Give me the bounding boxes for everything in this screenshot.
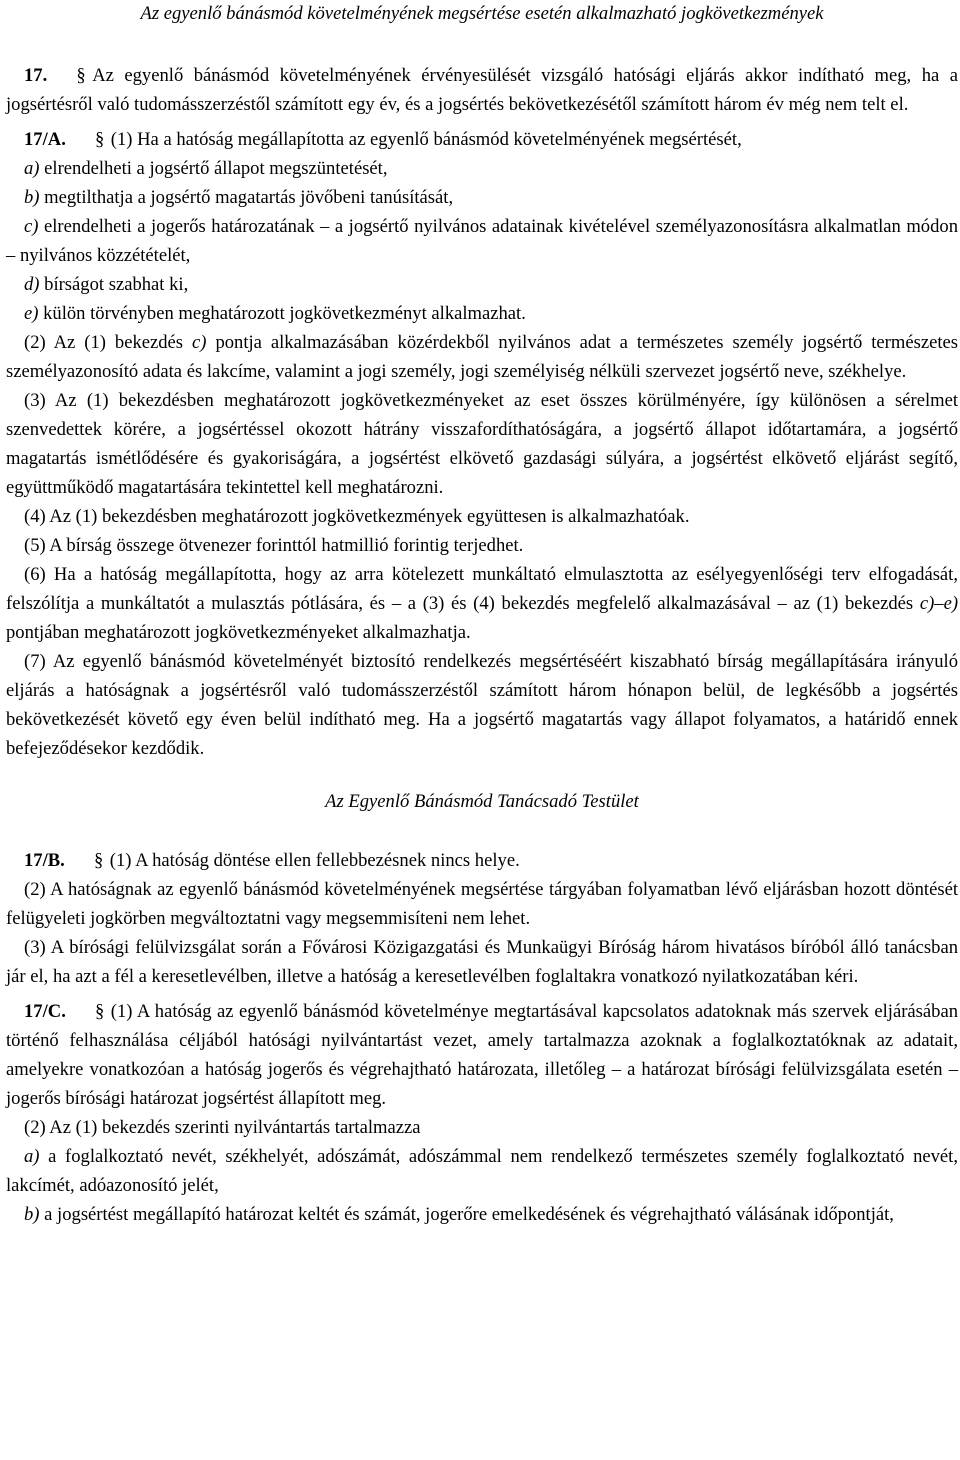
point-text: a foglalkoztató nevét, székhelyét, adószámát, adószámmal nem rendelkező természetes személy foglalkoztató nevét, lakcímét, adóazonosító jelét, xyxy=(6,1146,958,1196)
subsection-2: (2) Az (1) bekezdés szerinti nyilvántartás tartalmazza xyxy=(24,1117,421,1138)
section-number: 17. xyxy=(24,65,48,86)
subsection-text: pontjában meghatározott jogkövetkezményeket alkalmazhatja. xyxy=(6,622,471,643)
section-17 xyxy=(6,61,958,119)
section-17a-intro xyxy=(6,125,958,154)
document-page xyxy=(6,0,958,1229)
point-b xyxy=(6,1200,958,1229)
section-17c-intro xyxy=(6,997,958,1113)
point-label: a) xyxy=(24,1146,40,1167)
section-17b-intro xyxy=(6,846,958,875)
point-label: e) xyxy=(24,303,39,324)
section-number: 17/C. xyxy=(24,1001,66,1022)
subsection-6 xyxy=(6,560,958,647)
section-number: 17/B. xyxy=(24,850,65,871)
subsection-4: (4) Az (1) bekezdésben meghatározott jogkövetkezmények együttesen is alkalmazhatóak. xyxy=(24,506,690,527)
point-a xyxy=(6,154,958,183)
point-text: elrendelheti a jogerős határozatának – a jogsértő nyilvános adatainak kivételével személyazonosításra alkalmatlan módon – nyilvános közzétételét, xyxy=(6,216,958,266)
subsection-text: (1) A hatóság az egyenlő bánásmód követelménye megtartásával kapcsolatos adatoknak más szervek eljárásában történő felhasználása céljából hatósági nyilvántartást vezet, amely tartalmazza azoknak a foglalkoztatóknak az adatait, amelyekre vonatkozóan a hatóság jogerős és végrehajtható határozata, illetőleg – a határozat bírósági felülvizsgálata esetén – jogerős bírósági határozat jogsértést állapított meg. xyxy=(6,1001,958,1109)
subsection-text: (1) Ha a hatóság megállapította az egyenlő bánásmód követelményének megsértését, xyxy=(110,129,742,150)
section-text: Az egyenlő bánásmód követelményének érvényesülését vizsgáló hatósági eljárás akkor indítható meg, ha a jogsértésről való tudomásszerzéstől számított egy év, és a jogsértés bekövetkezésétől számított három év még nem telt el. xyxy=(6,65,958,115)
point-label: c) xyxy=(24,216,39,237)
point-e xyxy=(6,299,958,328)
point-a xyxy=(6,1142,958,1200)
point-label: a) xyxy=(24,158,40,179)
point-text: elrendelheti a jogsértő állapot megszüntetését, xyxy=(44,158,388,179)
subsection-text: (1) A hatóság döntése ellen fellebbezésnek nincs helye. xyxy=(109,850,520,871)
point-label: d) xyxy=(24,274,40,295)
subsection-5: (5) A bírság összege ötvenezer forinttól hatmillió forintig terjedhet. xyxy=(24,535,524,556)
subsection-3: (3) A bírósági felülvizsgálat során a Fővárosi Közigazgatási és Munkaügyi Bíróság három hivatásos bíróból álló tanácsban jár el, ha azt a fél a keresetlevélben, illetve a hatóság a keresetlevélben foglaltakra vonatkozó nyilatkozatában kéri. xyxy=(6,937,958,987)
paragraph-sign: § xyxy=(95,1001,105,1022)
subsection-7: (7) Az egyenlő bánásmód követelményét biztosító rendelkezés megsértéséért kiszabható bírság megállapítására irányuló eljárás a hatóságnak a jogsértésről való tudomásszerzéstől számított három hónapon belül, de legkésőbb a jogsértés bekövetkezését követő egy éven belül indítható meg. Ha a jogsértő magatartás vagy állapot folyamatos, a határidő ennek befejeződésekor kezdődik. xyxy=(6,651,958,759)
point-ref: c) xyxy=(192,332,207,353)
section-number: 17/A. xyxy=(24,129,66,150)
point-c xyxy=(6,212,958,270)
point-ref: c)–e) xyxy=(919,593,959,614)
subsection-text: (2) Az (1) bekezdés xyxy=(24,332,184,353)
point-label: b) xyxy=(24,187,40,208)
paragraph-sign: § xyxy=(76,65,86,86)
point-text: a jogsértést megállapító határozat keltét és számát, jogerőre emelkedésének és végrehajtható válásának időpontját, xyxy=(44,1204,894,1225)
point-text: külön törvényben meghatározott jogkövetkezményt alkalmazhat. xyxy=(43,303,526,324)
subsection-text: (6) Ha a hatóság megállapította, hogy az arra kötelezett munkáltató elmulasztotta az esélyegyenlőségi terv elfogadását, felszólítja a munkáltatót a mulasztás pótlására, és – a (3) és (4) bekezdés megfelelő alkalmazásával – az (1) bekezdés xyxy=(6,564,958,614)
subsection-3: (3) Az (1) bekezdésben meghatározott jogkövetkezményeket az eset összes körülményére, így különösen a sérelmet szenvedettek körére, a jogsértéssel okozott hátrány visszafordíthatóságára, a jogsértő állapot időtartamára, a jogsértő magatartás ismétlődésére és gyakoriságára, a jogsértést elkövető gazdasági súlyára, a jogsértést elkövető eljárást segítő, együttműködő magatartására tekintettel kell meghatározni. xyxy=(6,390,958,498)
point-text: megtilthatja a jogsértő magatartás jövőbeni tanúsítását, xyxy=(44,187,454,208)
point-text: bírságot szabhat ki, xyxy=(44,274,189,295)
section-title: Az Egyenlő Bánásmód Tanácsadó Testület xyxy=(325,791,639,812)
page-header: Az egyenlő bánásmód követelményének megsértése esetén alkalmazható jogkövetkezmények xyxy=(140,3,824,24)
subsection-text: pontja alkalmazásában közérdekből nyilvános adat a természetes személy jogsértő természetes személyazonosító adata és lakcíme, valamint a jogi személy, jogi személyiség nélküli szervezet jogsértő neve, székhelye. xyxy=(6,332,958,382)
point-d xyxy=(6,270,958,299)
point-label: b) xyxy=(24,1204,40,1225)
point-b xyxy=(6,183,958,212)
subsection-2: (2) A hatóságnak az egyenlő bánásmód követelményének megsértése tárgyában folyamatban lévő eljárásban hozott döntését felügyeleti jogkörben megváltoztatni vagy megsemmisíteni nem lehet. xyxy=(6,879,958,929)
subsection-2 xyxy=(6,328,958,386)
paragraph-sign: § xyxy=(95,129,105,150)
paragraph-sign: § xyxy=(93,850,104,871)
